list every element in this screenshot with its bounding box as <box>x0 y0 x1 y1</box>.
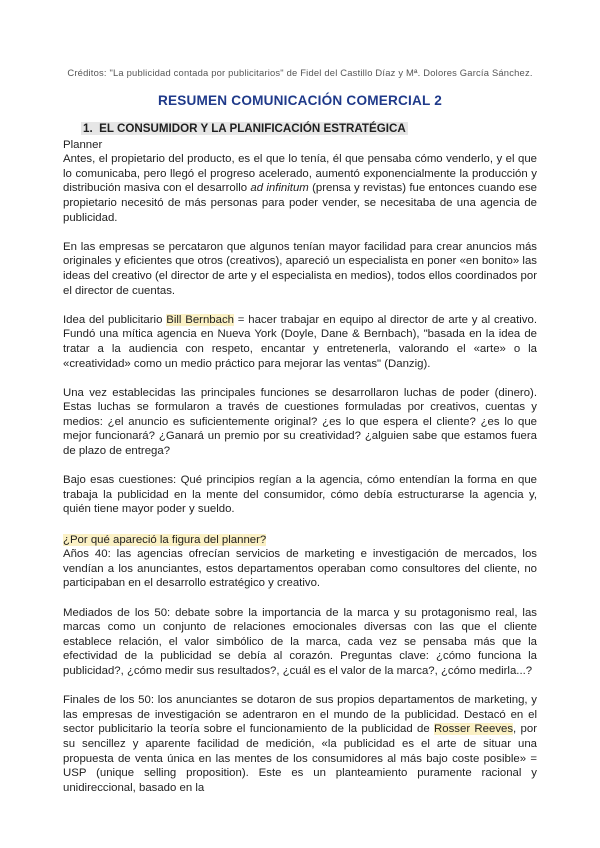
section-heading <box>81 122 537 137</box>
paragraph-6: Años 40: las agencias ofrecían servicios de marketing e investigación de mercados, los vendían a los anunciantes, estos departamentos operaban como consultores del cliente, no participaban en el desarrollo estratégico y creativo. <box>63 548 537 590</box>
paragraph-3-text-a: Idea del publicitario <box>63 313 167 326</box>
paragraph-1 <box>63 152 537 225</box>
paragraph-7: Mediados de los 50: debate sobre la importancia de la marca y su protagonismo real, las marcas como un conjunto de relaciones emocionales diversas con las que el cliente establece relación, el valor simbólico de la marca, cada vez se pensaba más que la efectividad de la publicidad se debía al corazón. Preguntas clave: ¿cómo funciona la publicidad?, ¿cómo medir sus resultados?, ¿cuál es el valor de la marca?, ¿cómo medirla...? <box>63 606 537 677</box>
section-heading-highlight <box>81 122 408 135</box>
highlight-rosser-reeves: Rosser Reeves <box>434 723 514 736</box>
paragraph-2: En las empresas se percataron que algunos tenían mayor facilidad para crear anuncios más originales y eficientes que otros (creativos), apareció un especialista en poner «en bonito» las ideas del creativo (el director de arte y el especialista en medios), todos ellos coordinados por el director de cuentas. <box>63 240 537 297</box>
paragraph-4: Una vez establecidas las principales funciones se desarrollaron luchas de poder (dinero). Estas luchas se formularon a través de cuestiones formuladas por creativos, cuentas y medios: ¿el anuncio es suficientemente original? ¿es lo que espera el cliente? ¿es lo que mejor funcionará? ¿Ganará un premio por su creatividad? ¿alguien sabe que estamos fuera de plazo de entrega? <box>63 386 537 458</box>
why-planner-heading <box>63 533 537 548</box>
paragraph-8-text-a: Finales de los 50: los anunciantes se dotaron de sus propios departamentos de marketing, y las empresas de investigación se adentraron en el mundo de la publicidad. Destacó en el sector publicitario la teoría sobre el funcionamiento de la publicidad de <box>63 694 537 736</box>
highlight-bill-bernbach: Bill Bernbach <box>166 313 234 326</box>
paragraph-3-text-b: = hacer trabajar en equipo al director de arte y al creativo. Fundó una mítica agencia en Nueva York (Doyle, Dane & Bernbach), "basada en la idea de tratar a la audiencia con respeto, encantar y entretenerla, valorando el «arte» o la «creatividad» como un medio práctico para mejorar las ventas" (Danzig). <box>63 313 538 370</box>
document-body <box>63 122 537 795</box>
paragraph-8 <box>63 693 537 795</box>
page-title: RESUMEN COMUNICACIÓN COMERCIAL 2 <box>157 93 443 108</box>
paragraph-8-text-b: , por su sencillez y aparente facilidad de medición, «la publicidad es el arte de situar una propuesta de venta única en las mentes de los consumidores al más bajo coste posible» = USP (unique selling proposition). Este es un planteamiento puramente racional y unidireccional, basado en la <box>63 723 537 794</box>
why-planner-heading-text: ¿Por qué apareció la figura del planner? <box>63 533 267 546</box>
planner-heading: Planner <box>63 138 103 151</box>
paragraph-1-text-c: (prensa y revistas) fue entonces cuando ese propietario necesitó de más personas para poder vender, se necesitaba de una agencia de publicidad. <box>63 182 537 224</box>
section-title: EL CONSUMIDOR Y LA PLANIFICACIÓN ESTRATÉGICA <box>99 122 406 135</box>
credits-line: Créditos: "La publicidad contada por publicitarios" de Fidel del Castillo Díaz y Mª. Dolores García Sánchez. <box>67 67 533 78</box>
paragraph-1-text-a: Antes, el propietario del producto, es el que lo tenía, él que pensaba cómo venderlo, y el que lo comunicaba, pero llegó el progreso acelerado, aumentó exponencialmente la producción y distribución masiva con el desarrollo <box>63 153 537 195</box>
paragraph-5: Bajo esas cuestiones: Qué principios regían a la agencia, cómo entendían la forma en que trabaja la publicidad en la mente del consumidor, cómo debía estructurarse la agencia y, quién tiene mayor poder y sueldo. <box>63 474 537 516</box>
section-number: 1. <box>83 122 93 135</box>
paragraph-3 <box>63 313 537 371</box>
latin-term: ad infinitum <box>250 182 309 195</box>
